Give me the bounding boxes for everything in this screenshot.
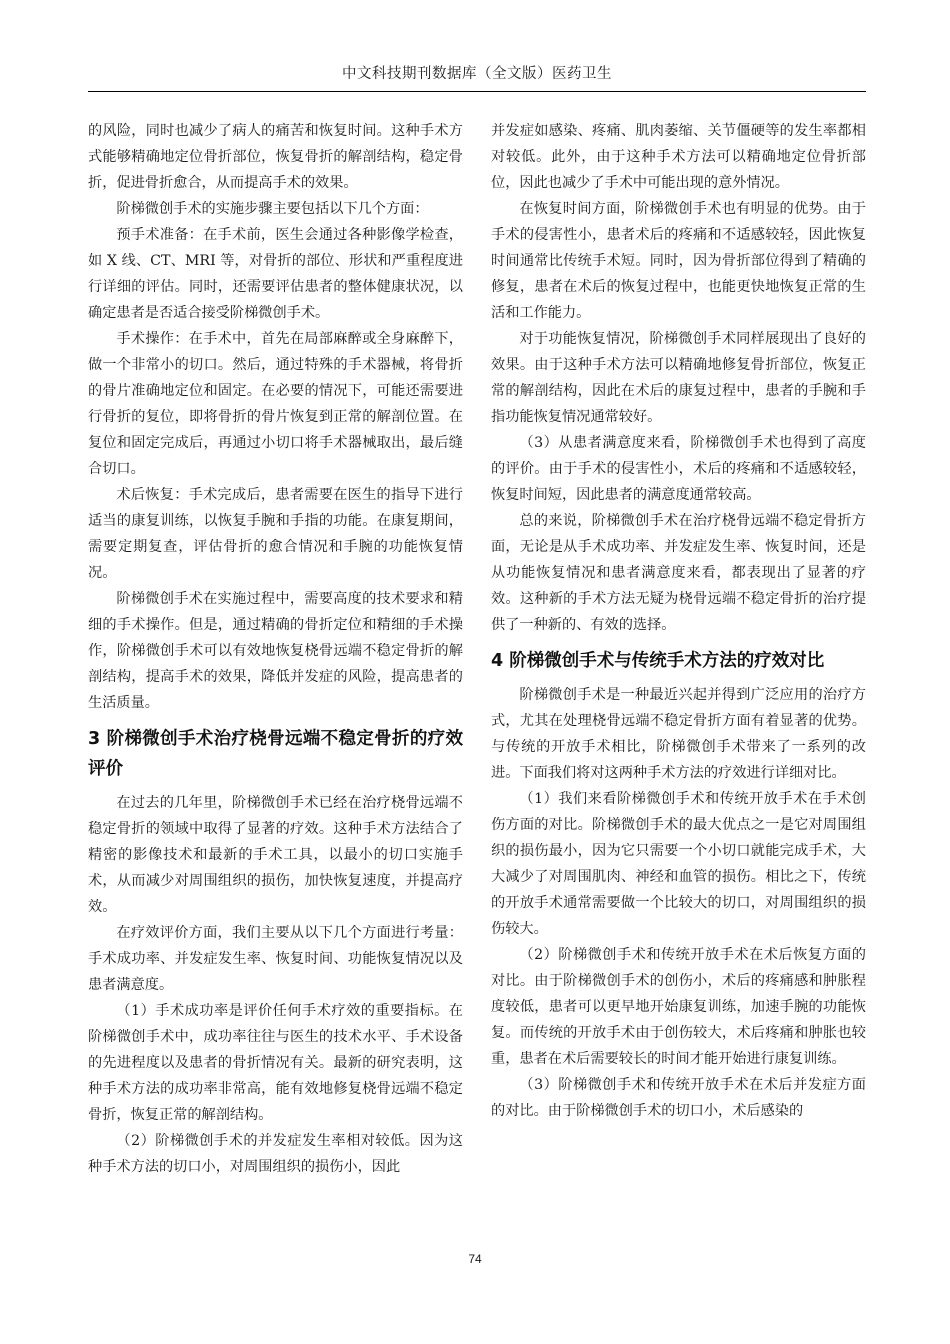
section-heading-3: 3 阶梯微创手术治疗桡骨远端不稳定骨折的疗效评价 [88,729,463,779]
paragraph: 在疗效评价方面，我们主要从以下几个方面进行考量：手术成功率、并发症发生率、恢复时间、功能恢复情况以及患者满意度。 [88,925,463,993]
paragraph: （1）我们来看阶梯微创手术和传统开放手术在手术创伤方面的对比。阶梯微创手术的最大优点之一是它对周围组织的损伤最小，因为它只需要一个小切口就能完成手术，大大减少了对周围肌肉、神经和血管的损伤。相比之下，传统的开放手术通常需要做一个比较大的切口，对周围组织的损伤较大。 [491,791,866,937]
paragraph: （3）从患者满意度来看，阶梯微创手术也得到了高度的评价。由于手术的侵害性小，术后的疼痛和不适感较轻，恢复时间短，因此患者的满意度通常较高。 [491,435,866,503]
section-heading-4: 4 阶梯微创手术与传统手术方法的疗效对比 [491,651,825,671]
paragraph: 在恢复时间方面，阶梯微创手术也有明显的优势。由于手术的侵害性小，患者术后的疼痛和不适感较轻，因此恢复时间通常比传统手术短。同时，因为骨折部位得到了精确的修复，患者在术后的恢复过程中，也能更快地恢复正常的生活和工作能力。 [491,201,866,321]
paragraph: （2）阶梯微创手术和传统开放手术在术后恢复方面的对比。由于阶梯微创手术的创伤小，术后的疼痛感和肿胀程度较低，患者可以更早地开始康复训练，加速手腕的功能恢复。而传统的开放手术由于创伤较大，术后疼痛和肿胀也较重，患者在术后需要较长的时间才能开始进行康复训练。 [491,947,866,1067]
paragraph: 阶梯微创手术在实施过程中，需要高度的技术要求和精细的手术操作。但是，通过精确的骨折定位和精细的手术操作，阶梯微创手术可以有效地恢复桡骨远端不稳定骨折的解剖结构，提高手术的效果，降低并发症的风险，提高患者的生活质量。 [88,591,463,711]
paragraph: 预手术准备：在手术前，医生会通过各种影像学检查，如 X 线、CT、MRI 等，对骨折的部位、形状和严重程度进行详细的评估。同时，还需要评估患者的整体健康状况，以确定患者是否适合接受阶梯微创手术。 [88,227,463,321]
paragraph: 手术操作：在手术中，首先在局部麻醉或全身麻醉下，做一个非常小的切口。然后，通过特殊的手术器械，将骨折的骨片准确地定位和固定。在必要的情况下，可能还需要进行骨折的复位，即将骨折的骨片恢复到正常的解剖位置。在复位和固定完成后，再通过小切口将手术器械取出，最后缝合切口。 [88,331,463,477]
paragraph: 并发症如感染、疼痛、肌肉萎缩、关节僵硬等的发生率都相对较低。此外，由于这种手术方法可以精确地定位骨折部位，因此也减少了手术中可能出现的意外情况。 [491,123,866,191]
right-column [491,118,866,1124]
paragraph: （1）手术成功率是评价任何手术疗效的重要指标。在阶梯微创手术中，成功率往往与医生的技术水平、手术设备的先进程度以及患者的骨折情况有关。最新的研究表明，这种手术方法的成功率非常高，能有效地修复桡骨远端不稳定骨折，恢复正常的解剖结构。 [88,1003,463,1123]
running-header: 中文科技期刊数据库（全文版）医药卫生 [88,62,866,92]
left-column [88,118,463,1180]
paragraph: 在过去的几年里，阶梯微创手术已经在治疗桡骨远端不稳定骨折的领域中取得了显著的疗效。这种手术方法结合了精密的影像技术和最新的手术工具，以最小的切口实施手术，从而减少对周围组织的损伤，加快恢复速度，并提高疗效。 [88,795,463,915]
page-number: 74 [468,1252,482,1266]
paragraph: 术后恢复：手术完成后，患者需要在医生的指导下进行适当的康复训练，以恢复手腕和手指的功能。在康复期间，需要定期复查，评估骨折的愈合情况和手腕的功能恢复情况。 [88,487,463,581]
paragraph: 对于功能恢复情况，阶梯微创手术同样展现出了良好的效果。由于这种手术方法可以精确地修复骨折部位，恢复正常的解剖结构，因此在术后的康复过程中，患者的手腕和手指功能恢复情况通常较好。 [491,331,866,425]
paragraph: 阶梯微创手术的实施步骤主要包括以下几个方面： [116,201,429,217]
paragraph: 总的来说，阶梯微创手术在治疗桡骨远端不稳定骨折方面，无论是从手术成功率、并发症发生率、恢复时间，还是从功能恢复情况和患者满意度来看，都表现出了显著的疗效。这种新的手术方法无疑为桡骨远端不稳定骨折的治疗提供了一种新的、有效的选择。 [491,513,866,633]
paragraph: （3）阶梯微创手术和传统开放手术在术后并发症方面的对比。由于阶梯微创手术的切口小，术后感染的 [491,1077,866,1119]
paragraph: （2）阶梯微创手术的并发症发生率相对较低。因为这种手术方法的切口小，对周围组织的损伤小，因此 [88,1133,463,1175]
paragraph: 的风险，同时也减少了病人的痛苦和恢复时间。这种手术方式能够精确地定位骨折部位，恢复骨折的解剖结构，稳定骨折，促进骨折愈合，从而提高手术的效果。 [88,123,463,191]
paragraph: 阶梯微创手术是一种最近兴起并得到广泛应用的治疗方式，尤其在处理桡骨远端不稳定骨折方面有着显著的优势。与传统的开放手术相比，阶梯微创手术带来了一系列的改进。下面我们将对这两种手术方法的疗效进行详细对比。 [491,687,866,781]
